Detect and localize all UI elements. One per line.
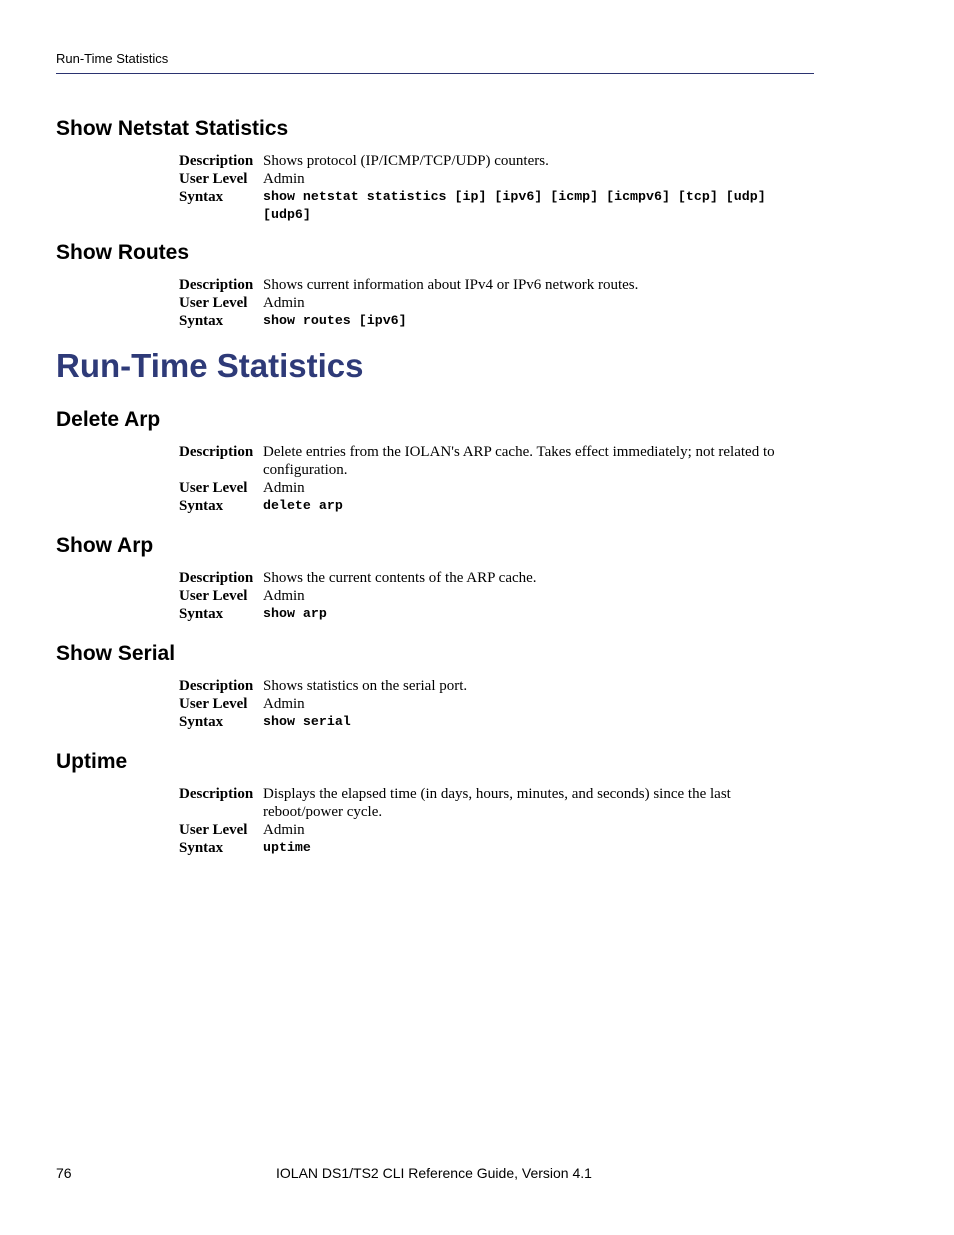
description-text: Shows protocol (IP/ICMP/TCP/UDP) counters. [263, 153, 549, 169]
syntax-command: delete arp [263, 498, 343, 513]
section-title-show-netstat-statistics: Show Netstat Statistics [56, 117, 289, 140]
description-text: Shows the current contents of the ARP cache. [263, 570, 537, 586]
entry-show-netstat-statistics [179, 152, 799, 224]
footer-doc-title: IOLAN DS1/TS2 CLI Reference Guide, Version 4.1 [276, 1165, 592, 1181]
user-level-row [179, 587, 799, 605]
syntax-row [179, 188, 799, 224]
syntax-row [179, 605, 799, 623]
syntax-command: uptime [263, 840, 311, 855]
syntax-row [179, 713, 799, 731]
syntax-label: Syntax [179, 606, 224, 622]
user-level-value: Admin [263, 822, 305, 838]
user-level-row [179, 821, 799, 839]
page-number: 76 [56, 1165, 72, 1181]
description-label: Description [179, 153, 254, 169]
description-row [179, 443, 799, 479]
syntax-row [179, 312, 799, 330]
user-level-label: User Level [179, 588, 248, 604]
user-level-value: Admin [263, 588, 305, 604]
section-title-show-routes: Show Routes [56, 241, 190, 264]
description-row [179, 677, 799, 695]
description-text: Displays the elapsed time (in days, hours, minutes, and seconds) since the last reboot/power cycle. [263, 786, 731, 820]
description-label: Description [179, 678, 254, 694]
header-rule [56, 73, 814, 74]
syntax-command: show routes [ipv6] [263, 313, 407, 328]
syntax-command: show serial [263, 714, 351, 729]
section-title-delete-arp: Delete Arp [56, 408, 161, 431]
description-text: Delete entries from the IOLAN's ARP cache. Takes effect immediately; not related to configuration. [263, 444, 775, 478]
syntax-command: show arp [263, 606, 327, 621]
syntax-row [179, 839, 799, 857]
user-level-value: Admin [263, 295, 305, 311]
description-label: Description [179, 277, 254, 293]
user-level-row [179, 170, 799, 188]
user-level-value: Admin [263, 696, 305, 712]
description-row [179, 152, 799, 170]
user-level-value: Admin [263, 171, 305, 187]
description-row [179, 785, 799, 821]
user-level-label: User Level [179, 822, 248, 838]
syntax-label: Syntax [179, 189, 224, 205]
user-level-row [179, 695, 799, 713]
section-title-show-arp: Show Arp [56, 534, 154, 557]
syntax-command: show netstat statistics [ip] [ipv6] [icmp] [icmpv6] [tcp] [udp] [udp6] [263, 189, 766, 222]
description-row [179, 569, 799, 587]
entry-uptime [179, 785, 799, 857]
user-level-label: User Level [179, 696, 248, 712]
syntax-label: Syntax [179, 498, 224, 514]
section-title-uptime: Uptime [56, 750, 128, 773]
entry-show-arp [179, 569, 799, 623]
description-label: Description [179, 570, 254, 586]
user-level-value: Admin [263, 480, 305, 496]
description-text: Shows current information about IPv4 or IPv6 network routes. [263, 277, 639, 293]
description-text: Shows statistics on the serial port. [263, 678, 468, 694]
running-header: Run-Time Statistics [56, 51, 169, 66]
user-level-label: User Level [179, 295, 248, 311]
syntax-label: Syntax [179, 714, 224, 730]
syntax-label: Syntax [179, 313, 224, 329]
syntax-row [179, 497, 799, 515]
entry-show-routes [179, 276, 799, 330]
entry-delete-arp [179, 443, 799, 515]
syntax-label: Syntax [179, 840, 224, 856]
description-row [179, 276, 799, 294]
chapter-title: Run-Time Statistics [56, 347, 364, 384]
user-level-row [179, 294, 799, 312]
description-label: Description [179, 444, 254, 460]
user-level-row [179, 479, 799, 497]
section-title-show-serial: Show Serial [56, 642, 176, 665]
user-level-label: User Level [179, 171, 248, 187]
entry-show-serial [179, 677, 799, 731]
description-label: Description [179, 786, 254, 802]
user-level-label: User Level [179, 480, 248, 496]
